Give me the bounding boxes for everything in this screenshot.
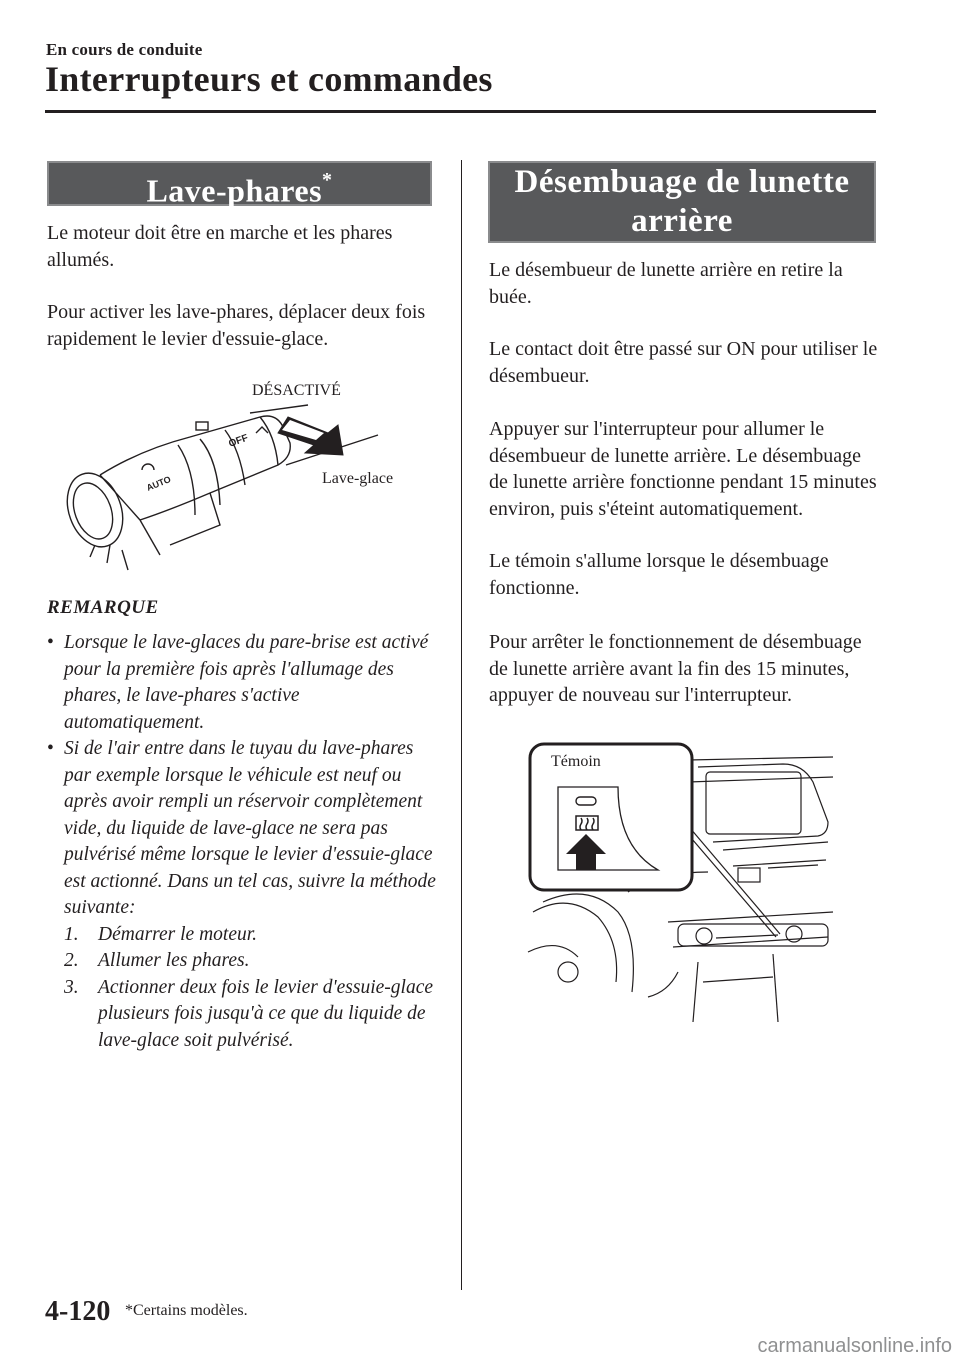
note-step [47,922,437,949]
lever-auto-text: AUTO [145,474,173,493]
headlight-washer-heading [47,161,432,209]
defroster-intro-paragraph: Le désembueur de lunette arrière en retire la buée. [489,259,843,308]
header-rule [45,110,876,113]
off-label: DÉSACTIVÉ [252,382,341,399]
note-heading: REMARQUE [47,597,159,618]
stop-paragraph: Pour arrêter le fonctionnement de désembuage de lunette arrière avant la fin des 15 minutes, appuyer de nouveau sur l'interrupteur. [489,631,862,706]
dashboard-illustration [528,742,838,1022]
washer-label: Lave-glace [322,470,394,487]
indicator-label: Témoin [551,753,601,770]
page-number: 4-120 [45,1296,111,1327]
wiper-lever-illustration [60,395,390,585]
step-number: 1. [64,923,79,945]
column-divider [461,160,462,1290]
watermark: carmanualsonline.info [757,1335,952,1357]
headlight-washer-heading-text: Lave-phares [146,172,323,209]
step-number: 3. [64,976,79,998]
note-step [47,975,437,1055]
bullet-icon: • [47,738,54,759]
footer-note: *Certains modèles. [125,1302,248,1319]
note-bullet [47,630,437,736]
rear-defroster-heading-line2: arrière [631,203,733,239]
step-number: 2. [64,950,79,971]
operation-paragraph: Appuyer sur l'interrupteur pour allumer le désembueur de lunette arrière. Le désembuage de lunette arrière fonctionne pendant 15 minutes environ, puis s'éteint automatiquement. [489,418,877,520]
note-step [47,948,437,975]
note-list [47,630,437,1054]
section-header: En cours de conduite [46,40,203,59]
bullet-icon: • [47,632,54,653]
indicator-paragraph: Le témoin s'allume lorsque le désembuage fonctionne. [489,550,829,599]
rear-defroster-heading [488,161,876,243]
ignition-paragraph: Le contact doit être passé sur ON pour utiliser le désembueur. [489,338,878,387]
activation-paragraph: Pour activer les lave-phares, déplacer deux fois rapidement le levier d'essuie-glace. [47,301,426,350]
step-text: Allumer les phares. [98,950,250,971]
note-bullet [47,736,437,922]
optional-equipment-mark: * [322,169,333,191]
push-arrow-icon [278,417,343,455]
engine-headlights-paragraph: Le moteur doit être en marche et les phares allumés. [47,222,393,271]
rear-defroster-heading-line1: Désembuage de lunette [514,164,850,200]
step-text: Démarrer le moteur. [98,923,258,945]
note-bullet-text: Lorsque le lave-glaces du pare-brise est activé pour la première fois après l'allumage des phares, le lave-phares s'active automatiquement. [64,632,429,733]
step-text: Actionner deux fois le levier d'essuie-glace plusieurs fois jusqu'à ce que du liquide de lave-glace soit pulvérisé. [98,976,434,1051]
page-title: Interrupteurs et commandes [45,59,493,99]
lever-off-text: OFF [227,432,250,450]
note-bullet-text: Si de l'air entre dans le tuyau du lave-phares par exemple lorsque le véhicule est neuf ou après avoir rempli un réservoir complètement vide, du liquide de lave-glace ne sera pas pulvérisé même lorsque le levier d'essuie-glace est actionné. Dans un tel cas, suivre la méthode suivante: [64,738,436,918]
